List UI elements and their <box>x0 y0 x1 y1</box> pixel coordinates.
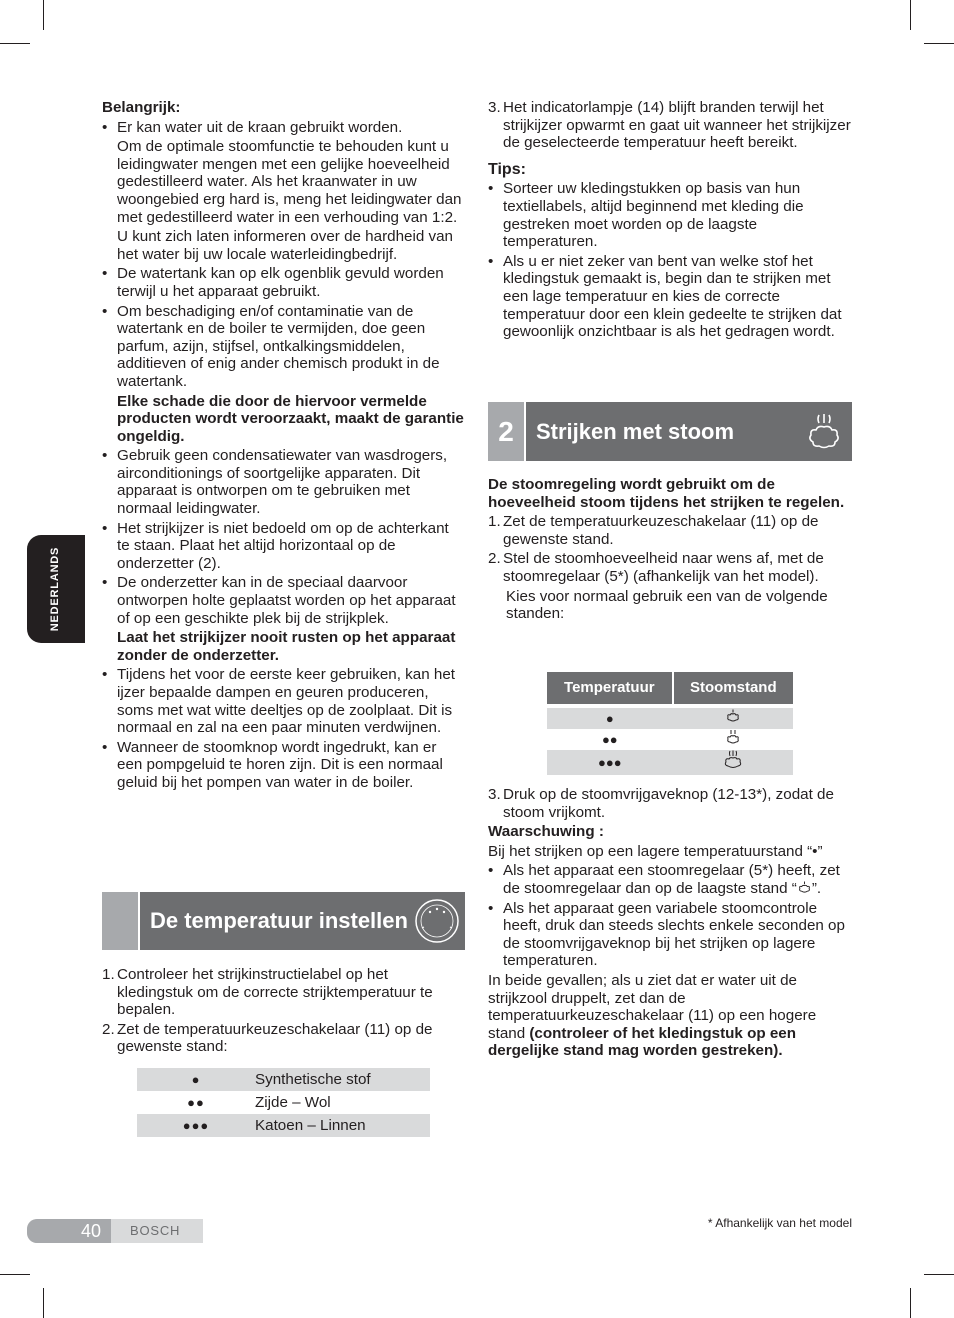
section-number: 2 <box>498 415 514 447</box>
section-title: De temperatuur instellen <box>150 908 408 933</box>
steam-low-icon <box>797 881 812 894</box>
temperature-dots: ●● <box>601 731 618 747</box>
step-item <box>488 513 854 548</box>
section-title: Strijken met stoom <box>536 418 735 444</box>
step-text: Het indicatorlampje (14) blijft branden terwijl het strijkijzer opwarmt en gaat uit wanneer het strijkijzer de geselecteerde temperatuur heeft bereikt. <box>503 99 851 152</box>
bullet-text: • De onderzetter kan in de speciaal daarvoor ontworpen holte geplaatst worden op het apparaat of op een geschikte plek bij de strijkplek. <box>117 574 456 627</box>
column-header: Temperatuur <box>547 672 673 704</box>
temperature-dial-icon <box>409 892 465 950</box>
warning-text: Laat het strijkijzer nooit rusten op het apparaat zonder de onderzetter. <box>117 629 456 664</box>
warning-text: Elke schade die door de hiervoor vermelde producten wordt veroorzaakt, maakt de garantie ongeldig. <box>117 392 464 445</box>
bullet-text: Om de optimale stoomfunctie te behouden kunt u leidingwater mengen met een gelijke hoeveelheid gedestilleerd water. Als het kraanwater in uw woongebied erg hard is, meng het leidingwater dan met gedestilleerd water in een verhouding van 1:2. <box>117 138 462 226</box>
bullet-text: • Sorteer uw kledingstukken op basis van hun textiellabels, altijd beginnend met kleding die gestreken moet worden op de laagste temperaturen. <box>503 180 804 251</box>
final-text-bold: (controleer of het kledingstuk op een dergelijke stand mag worden gestreken). <box>488 1024 797 1060</box>
step-text: Kies voor normaal gebruik een van de volgende standen: <box>506 587 828 623</box>
fabric-label: Katoen – Linnen <box>255 1114 430 1137</box>
important-heading: Belangrijk: <box>102 99 181 116</box>
step-text: Zet de temperatuurkeuzeschakelaar (11) op de gewenste stand: <box>117 1020 433 1056</box>
final-text: In beide gevallen; als u ziet dat er water uit de strijkzool druppelt, zet dan de temperatuurkeuzeschakelaar (11) op een hogere stand <box>488 971 817 1042</box>
step-number: 2. <box>102 1020 115 1038</box>
section-header-temperature <box>102 892 465 950</box>
page-number: 40 <box>80 1221 101 1241</box>
bullet-text-part: Als het apparaat een stoomregelaar (5*) heeft, zet de stoomregelaar dan op de laagste stand “ <box>503 862 840 897</box>
list-item <box>102 739 464 792</box>
step-number: 2. <box>488 550 501 568</box>
step-number: 1. <box>488 513 501 531</box>
list-item <box>488 900 854 970</box>
bullet-text: • De watertank kan op elk ogenblik gevuld worden terwijl u het apparaat gebruikt. <box>117 265 444 300</box>
step-item <box>102 966 464 1019</box>
crop-mark <box>0 1274 30 1275</box>
step-number: 3. <box>488 99 501 116</box>
right-column <box>488 99 854 341</box>
step-item <box>102 1021 464 1056</box>
bullet-text <box>503 862 854 897</box>
temperature-steps <box>102 966 464 1056</box>
list-item <box>102 520 464 573</box>
warning-heading: Waarschuwing : <box>488 823 604 841</box>
temperature-dots: ● <box>547 708 673 729</box>
steam-low-icon <box>673 708 793 729</box>
list-item <box>102 303 464 446</box>
section-number-box <box>102 892 140 950</box>
step-text: Zet de temperatuurkeuzeschakelaar (11) op de gewenste stand. <box>503 513 819 548</box>
left-column <box>102 99 464 792</box>
list-item <box>488 862 854 897</box>
temperature-table <box>137 1068 430 1137</box>
table-row <box>547 729 793 750</box>
bullet-text: • Het strijkijzer is niet bedoeld om op de achterkant te staan. Plaat het altijd horizontaal op de onderzetter (2). <box>117 519 449 572</box>
tips-heading: Tips: <box>488 160 526 178</box>
page-number-box <box>27 1219 111 1243</box>
step-number: 1. <box>102 966 115 983</box>
language-tab <box>27 535 85 643</box>
temperature-dots: ● <box>137 1068 255 1091</box>
steam-steps <box>488 476 854 623</box>
steam-icon <box>796 402 852 461</box>
list-item <box>102 119 464 264</box>
section-number-box <box>488 402 526 461</box>
step-text: Controleer het strijkinstructielabel op het kledingstuk om de correcte strijktemperatuur te bepalen. <box>117 966 433 1019</box>
steam-medium-icon <box>673 729 793 750</box>
brand-label: BOSCH <box>130 1223 181 1238</box>
bullet-text: • Om beschadiging en/of contaminatie van de watertank en de boiler te vermijden, doe geen parfum, azijn, stijfsel, ontkalkingsmiddelen, additieven of enig ander chemisch produkt in de watertank. <box>117 302 440 390</box>
section-header-steam <box>488 402 852 461</box>
table-row <box>137 1114 430 1137</box>
crop-mark <box>0 43 30 44</box>
temperature-dots: ●●● <box>137 1114 255 1137</box>
bullet-text: • Als het apparaat geen variabele stoomcontrole heeft, druk dan steeds slechts enkele seconden op de stoomvrijgaveknop bij het strijken op lagere temperaturen. <box>503 899 845 970</box>
step-text: Druk op de stoomvrijgaveknop (12-13*), zodat de stoom vrijkomt. <box>503 786 834 821</box>
temperature-dots: ●●● <box>547 750 673 775</box>
steam-intro: De stoomregeling wordt gebruikt om de hoeveelheid stoom tijdens het strijken te regelen. <box>488 476 845 511</box>
bullet-text-part: ”. <box>811 879 822 897</box>
column-header: Stoomstand <box>673 672 793 704</box>
table-row <box>547 708 793 729</box>
steam-table <box>547 672 793 775</box>
list-item <box>102 574 464 664</box>
table-row <box>137 1068 430 1091</box>
step-number: 3. <box>488 786 501 803</box>
fabric-label: Zijde – Wol <box>255 1093 331 1111</box>
step-text: Stel de stoomhoeveelheid naar wens af, met de stoomregelaar (5*) (afhankelijk van het model). <box>503 550 824 585</box>
steam-continued <box>488 786 854 1060</box>
list-item <box>488 180 854 250</box>
crop-mark <box>43 1288 44 1318</box>
list-item <box>488 253 854 341</box>
language-tab-label: NEDERLANDS <box>49 546 62 632</box>
final-paragraph <box>488 972 854 1060</box>
bullet-text: U kunt zich laten informeren over de hardheid van het water bij uw locale waterleidingbedrijf. <box>117 228 454 263</box>
step-item <box>488 786 854 821</box>
list-item <box>102 666 464 736</box>
step-item <box>488 550 854 622</box>
bullet-text: • Gebruik geen condensatiewater van wasdrogers, airconditionings of soortgelijke apparaten. Dit apparaat is ontworpen om te gebruiken met normaal leidingwater. <box>117 447 448 518</box>
table-row <box>547 750 793 775</box>
warning-text: Bij het strijken op een lagere temperatuurstand “•” <box>488 842 823 860</box>
crop-mark <box>43 0 44 30</box>
step-item <box>488 99 854 152</box>
list-item <box>102 447 464 517</box>
crop-mark <box>910 0 911 30</box>
list-item <box>102 265 464 300</box>
bullet-text: • Tijdens het voor de eerste keer gebruiken, kan het ijzer bepaalde dampen en geuren produceren, soms met wat witte deeltjes op de zoolplaat. Dit is normaal en zal na een paar minuten verdwijnen. <box>117 666 455 737</box>
temperature-dots: ●● <box>187 1094 205 1110</box>
steam-high-icon <box>673 750 793 775</box>
fabric-label: Synthetische stof <box>255 1068 430 1091</box>
crop-mark <box>910 1288 911 1318</box>
bullet-text: • Wanneer de stoomknop wordt ingedrukt, kan er een pompgeluid te horen zijn. Dit is een normaal geluid bij het pompen van water in de boiler. <box>117 738 443 791</box>
crop-mark <box>924 43 954 44</box>
bullet-text: • Als u er niet zeker van bent van welke stof het kledingstuk gemaakt is, begin dan te strijken met een lage temperatuur en kies de correcte temperatuur door een klein gedeelte te strijken dat gewoonlijk onzichtbaar is als het gedragen wordt. <box>503 252 842 341</box>
crop-mark <box>924 1274 954 1275</box>
bullet-text: • Er kan water uit de kraan gebruikt worden. <box>117 118 403 136</box>
table-row <box>137 1091 430 1114</box>
footnote: * Afhankelijk van het model <box>707 1216 852 1230</box>
table-header-row <box>547 672 793 704</box>
